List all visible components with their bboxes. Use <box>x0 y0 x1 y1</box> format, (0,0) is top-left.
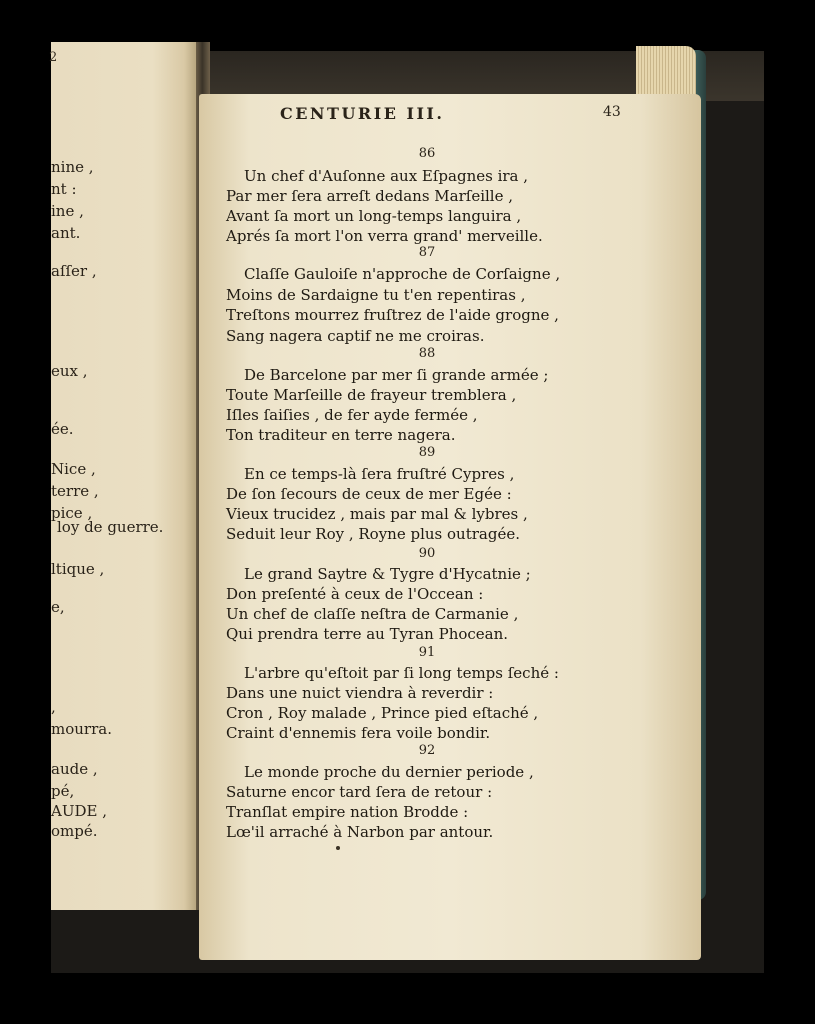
verse-line: Iſles ſaiſies , de fer ayde fermée , <box>226 406 478 424</box>
left-fragment: e, <box>51 598 65 616</box>
verse-line: Moins de Sardaigne tu t'en repentiras , <box>226 286 526 304</box>
left-fragment: ant. <box>51 224 81 242</box>
stanza-number: 88 <box>418 346 436 361</box>
verse-line: Par mer ſera arreſt dedans Marſeille , <box>226 187 514 205</box>
verse-line: Seduit leur Roy , Royne plus outragée. <box>226 525 520 543</box>
verse-line: Le monde proche du dernier periode , <box>244 763 534 781</box>
page-header: CENTURIE III. <box>280 104 445 123</box>
verse-line: Sang nagera captif ne me croiras. <box>226 327 485 345</box>
left-fragment: terre , <box>51 482 99 500</box>
left-page <box>51 42 196 910</box>
verse-line: Aprés ſa mort l'on verra grand' merveille. <box>226 227 543 245</box>
left-fragment: ée. <box>51 420 74 438</box>
verse-line: Vieux trucidez , mais par mal & lybres , <box>226 505 528 523</box>
left-fragment: mourra. <box>51 720 112 738</box>
left-fragment: pé, <box>51 782 75 800</box>
verse-line: De Barcelone par mer ſi grande armée ; <box>244 366 549 384</box>
verse-line: Craint d'ennemis fera voile bondir. <box>226 724 491 742</box>
verse-line: Ton traditeur en terre nagera. <box>226 426 456 444</box>
ink-dot <box>336 846 340 850</box>
verse-line: Saturne encor tard ſera de retour : <box>226 783 493 801</box>
left-fragment: nt : <box>51 180 77 198</box>
left-fragment: ine , <box>51 202 84 220</box>
stanza-number: 87 <box>418 245 436 260</box>
verse-line: En ce temps-là ſera fruſtré Cypres , <box>244 465 515 483</box>
left-fragment: loy de guerre. <box>57 518 164 536</box>
left-fragment: aſſer , <box>51 262 97 280</box>
left-page-number: 2 <box>49 50 58 65</box>
verse-line: Lœ'il arraché à Narbon par antour. <box>226 823 494 841</box>
folio-number: 43 <box>603 104 621 120</box>
left-fragment: AUDE , <box>51 802 107 820</box>
verse-line: Claſſe Gauloiſe n'approche de Corſaigne , <box>244 265 561 283</box>
verse-line: Un chef d'Auſonne aux Eſpagnes ira , <box>244 167 529 185</box>
verse-line: Toute Marſeille de frayeur tremblera , <box>226 386 517 404</box>
stanza-number: 92 <box>418 743 436 758</box>
stanza-number: 90 <box>418 546 436 561</box>
verse-line: Le grand Saytre & Tygre d'Hycatnie ; <box>244 565 531 583</box>
stanza-number: 91 <box>418 645 436 660</box>
verse-line: Qui prendra terre au Tyran Phocean. <box>226 625 509 643</box>
left-fragment: Nice , <box>51 460 96 478</box>
left-fragment: ltique , <box>51 560 105 578</box>
verse-line: Un chef de claſſe neſtra de Carmanie , <box>226 605 519 623</box>
left-fragment: eux , <box>51 362 88 380</box>
verse-line: L'arbre qu'eſtoit par ſi long temps ſeché : <box>244 664 559 682</box>
left-fragment: , <box>51 698 56 716</box>
stanza-number: 86 <box>418 146 436 161</box>
verse-line: De ſon ſecours de ceux de mer Egée : <box>226 485 512 503</box>
verse-line: Tranſlat empire nation Brodde : <box>226 803 469 821</box>
verse-line: Dans une nuict viendra à reverdir : <box>226 684 494 702</box>
left-fragment: nine , <box>51 158 94 176</box>
verse-line: Avant ſa mort un long-temps languira , <box>226 207 522 225</box>
left-fragment: aude , <box>51 760 98 778</box>
verse-line: Cron , Roy malade , Prince pied eſtaché , <box>226 704 539 722</box>
verse-line: Don preſenté à ceux de l'Occean : <box>226 585 484 603</box>
stanza-number: 89 <box>418 445 436 460</box>
left-fragment: pice , <box>51 504 93 522</box>
left-fragment: ompé. <box>51 822 98 840</box>
verse-line: Treſtons mourrez fruſtrez de l'aide grogne , <box>226 306 559 324</box>
